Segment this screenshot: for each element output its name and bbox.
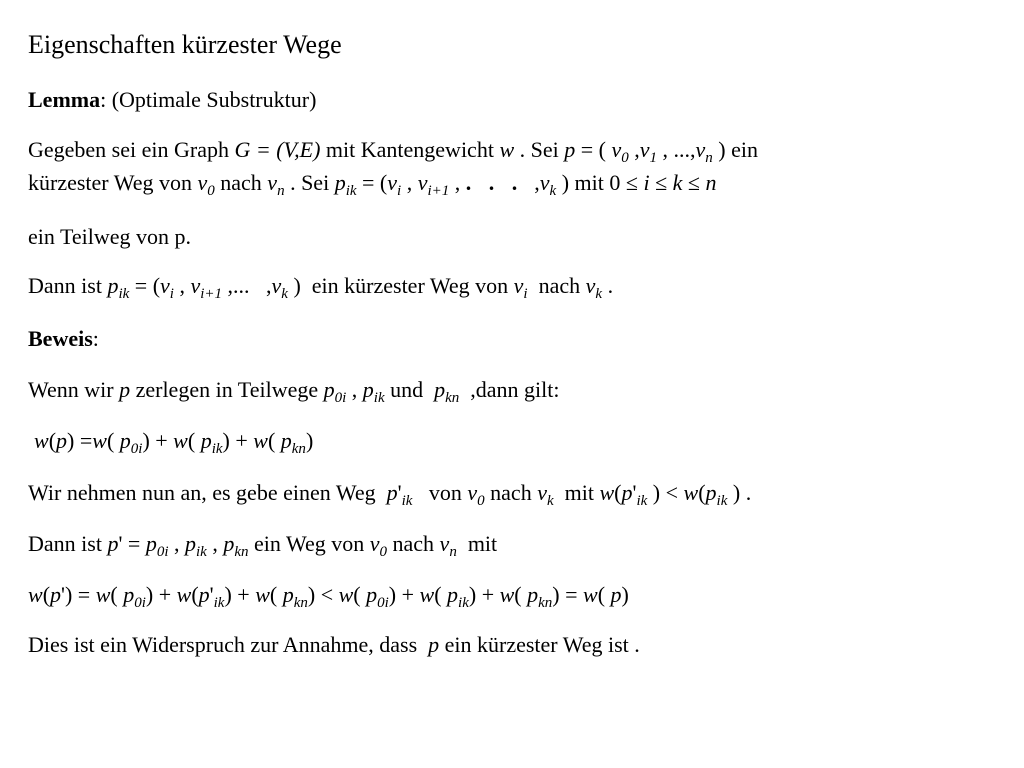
proof-split-line: Wenn wir p zerlegen in Teilwege $p_{0i}$ , $p_{ik}$ und $p_{kn}$ ,dann gilt: [28, 377, 560, 406]
given-line-1: Gegeben sei ein Graph G = (V,E) mit Kantengewicht w . Sei p = ( $v_0$ $,v_1$ , $...,v_n$ ) ein [28, 137, 758, 166]
given-line-3: ein Teilweg von p. [28, 224, 192, 249]
proof-heading [28, 326, 99, 352]
proof-colon: : [92, 326, 99, 351]
given-line-2: kürzester Weg von $v_0$ nach $v_n$ . Sei $p_{ik} = (v_i$ , $v_{i+1}$ , . . . $,v_k$ ) mit 0 ≤ i ≤ k ≤ n [28, 170, 717, 199]
claim-line: Dann ist $p_{ik} = (v_i$ , $v_{i+1}$ ,... $,v_k$ ) ein kürzester Weg von $v_i$ nach $v_k$ . [28, 273, 614, 302]
proof-label: Beweis [28, 326, 93, 351]
proof-path-line: Dann ist $p' = p_{0i}$ , $p_{ik}$ , $p_{kn}$ ein Weg von $v_0$ nach $v_n$ mit [28, 531, 498, 560]
lemma-name: : (Optimale Substruktur) [100, 87, 317, 112]
proof-conclusion-line: Dies ist ein Widerspruch zur Annahme, dass p ein kürzester Weg ist . [28, 632, 640, 657]
lemma-label: Lemma [28, 87, 101, 112]
lemma-line [28, 87, 316, 113]
proof-sum-formula: w(p) =w( $p_{0i}) + w$( $p_{ik}) + w$( $p_{kn}$) [34, 428, 314, 457]
proof-assumption-line: Wir nehmen nun an, es gebe einen Weg $p'_{ik}$ von $v_0$ nach $v_k$ mit $w(p'_{ik}$ ) < $w(p_{ik}$ ) . [28, 480, 752, 509]
page-title: Eigenschaften kürzester Wege [28, 30, 342, 59]
proof-inequality-formula: w(p') = w( $p_{0i}) + w(p'_{ik}) + w$( $p_{kn}) < w$( $p_{0i}) + w$( $p_{ik}) + w$( $p_{kn}) = w$( p) [28, 582, 629, 611]
